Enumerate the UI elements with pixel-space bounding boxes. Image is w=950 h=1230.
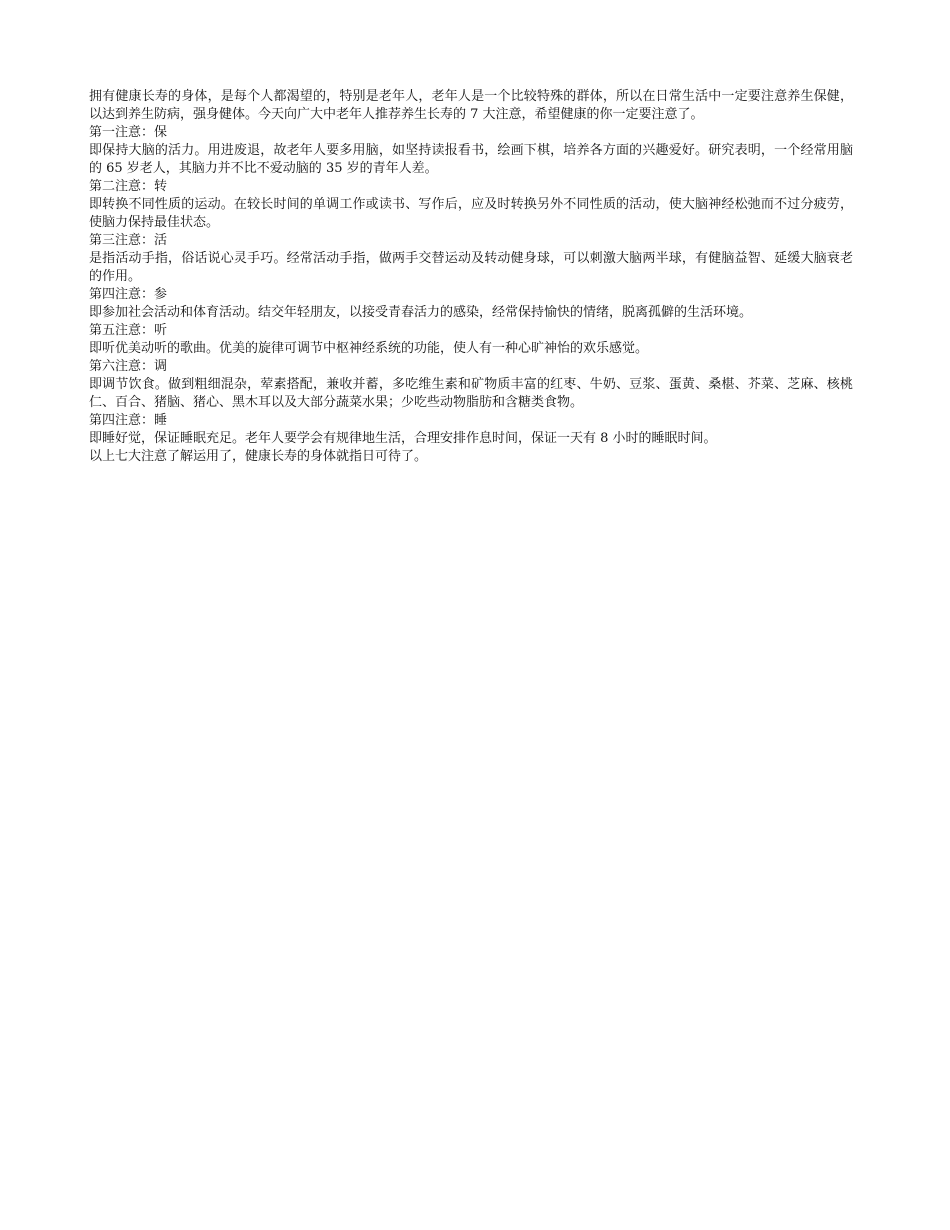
- section-body-5: 即听优美动听的歌曲。优美的旋律可调节中枢神经系统的功能，使人有一种心旷神怡的欢乐感觉。: [89, 341, 649, 356]
- section-heading-5: 第五注意：听: [89, 323, 168, 338]
- section-heading-6: 第六注意：调: [89, 359, 168, 374]
- document-page: [89, 88, 853, 466]
- section-heading-4: 第四注意：参: [89, 287, 168, 302]
- section-heading-7: 第四注意：睡: [89, 413, 168, 428]
- intro-paragraph: 拥有健康长寿的身体，是每个人都渴望的，特别是老年人，老年人是一个比较特殊的群体，所以在日常生活中一定要注意养生保健，以达到养生防病，强身健体。今天向广大中老年人推荐养生长寿的 7 大注意，希望健康的你一定要注意了。: [89, 89, 853, 122]
- section-heading-3: 第三注意：活: [89, 233, 168, 248]
- section-heading-2: 第二注意：转: [89, 179, 168, 194]
- section-body-2: 即转换不同性质的运动。在较长时间的单调工作或读书、写作后，应及时转换另外不同性质的活动，使大脑神经松弛而不过分疲劳，使脑力保持最佳状态。: [89, 197, 853, 230]
- section-body-7: 即睡好觉，保证睡眠充足。老年人要学会有规律地生活，合理安排作息时间，保证一天有 8 小时的睡眠时间。: [89, 431, 717, 446]
- section-body-4: 即参加社会活动和体育活动。结交年轻朋友，以接受青春活力的感染，经常保持愉快的情绪，脱离孤僻的生活环境。: [89, 305, 753, 320]
- section-body-3: 是指活动手指，俗话说心灵手巧。经常活动手指，做两手交替运动及转动健身球，可以刺激大脑两半球，有健脑益智、延缓大脑衰老的作用。: [89, 251, 853, 284]
- section-body-1: 即保持大脑的活力。用进废退，故老年人要多用脑，如坚持读报看书，绘画下棋，培养各方面的兴趣爱好。研究表明，一个经常用脑的 65 岁老人，其脑力并不比不爱动脑的 35 岁的青年人差。: [89, 143, 853, 176]
- conclusion-paragraph: 以上七大注意了解运用了，健康长寿的身体就指日可待了。: [89, 449, 428, 464]
- section-body-6: 即调节饮食。做到粗细混杂，荤素搭配，兼收并蓄，多吃维生素和矿物质丰富的红枣、牛奶、豆浆、蛋黄、桑椹、芥菜、芝麻、核桃仁、百合、猪脑、猪心、黑木耳以及大部分蔬菜水果；少吃些动物脂肪和含糖类食物。: [89, 377, 853, 410]
- section-heading-1: 第一注意：保: [89, 125, 168, 140]
